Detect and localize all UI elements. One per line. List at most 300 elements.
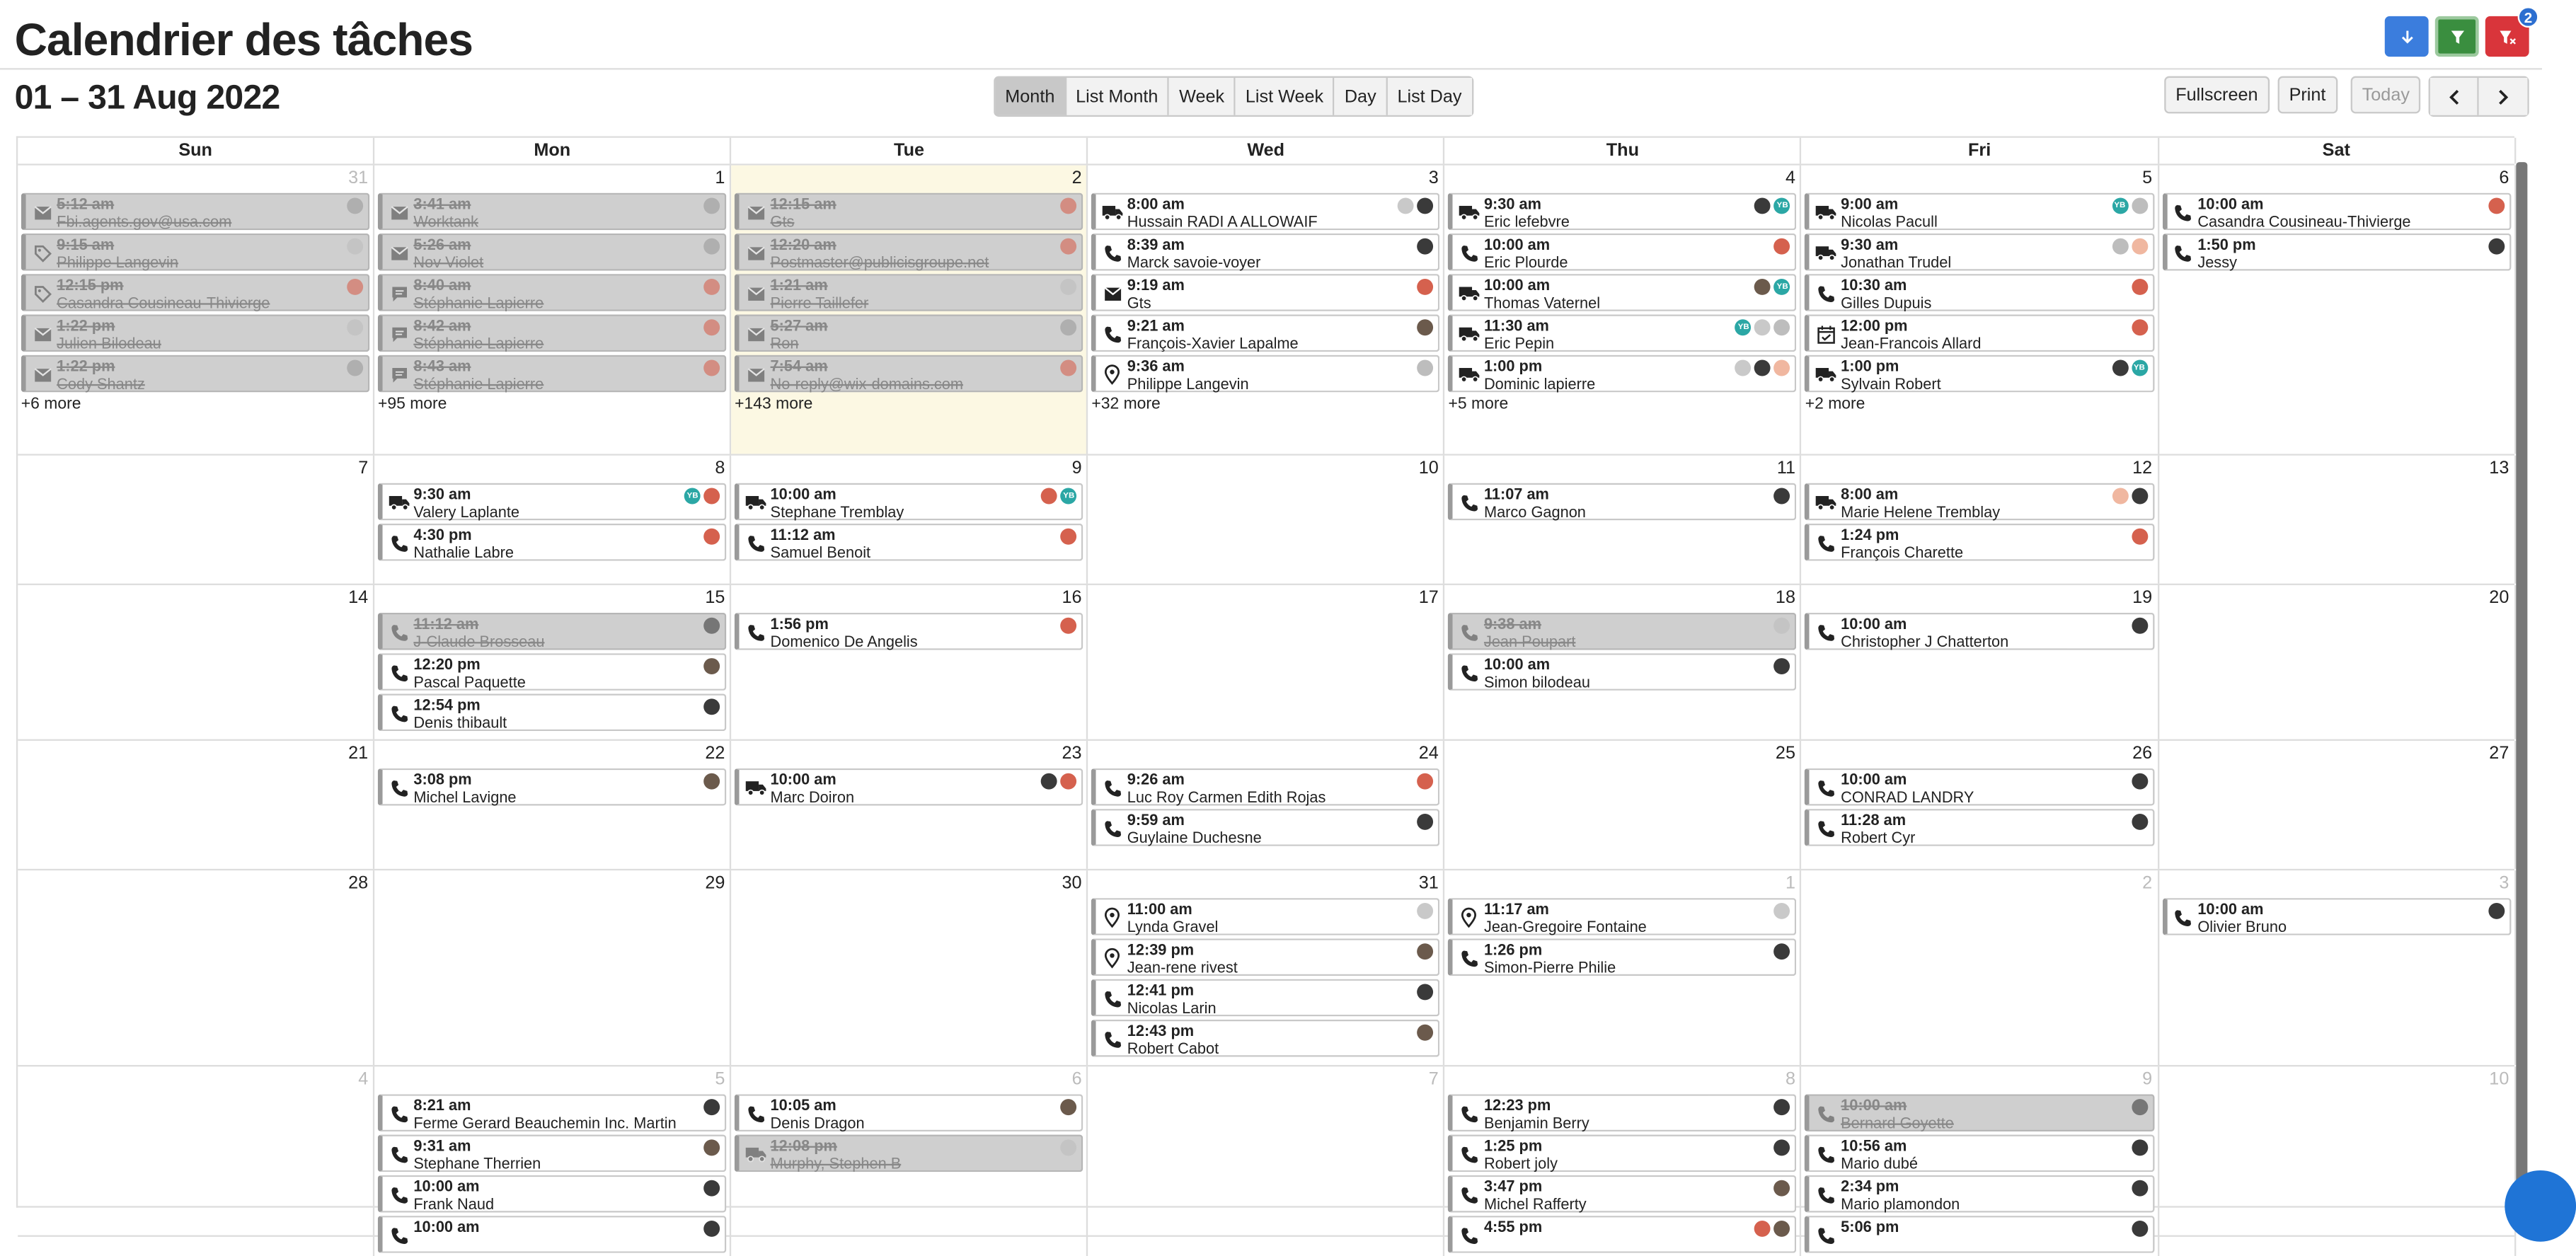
day-number[interactable]: 4 <box>358 1069 369 1090</box>
day-number[interactable]: 1 <box>1785 873 1795 894</box>
avatar: YB <box>1061 488 1077 505</box>
mail-icon <box>746 243 765 263</box>
event-time: 10:05 am <box>770 1097 836 1116</box>
calendar-event[interactable] <box>1449 653 1798 691</box>
day-cell[interactable] <box>18 456 374 584</box>
event-contact: CONRAD LANDRY <box>1841 789 1974 807</box>
calendar-event[interactable] <box>1805 809 2154 846</box>
month-body <box>18 166 2514 1237</box>
phone-icon <box>1817 819 1836 838</box>
day-cell[interactable] <box>1088 741 1445 869</box>
event-contact: Pierre Taillefer <box>770 294 869 313</box>
avatar <box>2488 197 2505 214</box>
day-number[interactable]: 6 <box>2499 168 2509 188</box>
calendar-event[interactable] <box>1449 938 1798 976</box>
view-list-day-button[interactable]: List Day <box>1388 78 1472 115</box>
event-time: 5:06 pm <box>1841 1218 1899 1237</box>
day-cell[interactable] <box>374 166 731 454</box>
event-time: 8:43 am <box>413 358 471 376</box>
day-cell[interactable] <box>1445 585 1802 739</box>
calendar-event[interactable] <box>1805 1216 2154 1253</box>
day-number[interactable]: 3 <box>2499 873 2509 894</box>
avatar <box>347 197 363 214</box>
weekday-header <box>18 138 2514 166</box>
phone-icon <box>389 1104 408 1123</box>
day-cell[interactable] <box>2158 741 2515 869</box>
view-switcher <box>994 76 1473 117</box>
day-number[interactable]: 31 <box>348 168 369 188</box>
calendar-event[interactable] <box>1091 809 1440 846</box>
calendar-event[interactable] <box>378 483 727 521</box>
calendar-event[interactable] <box>21 314 370 352</box>
day-number[interactable]: 12 <box>2132 459 2153 478</box>
day-cell[interactable] <box>374 741 731 869</box>
event-contact: Eric Plourde <box>1483 254 1568 272</box>
phone-icon <box>1817 1104 1836 1123</box>
calendar-week <box>18 585 2514 741</box>
event-time: 10:00 am <box>1483 656 1551 674</box>
calendar-event[interactable] <box>2162 193 2511 231</box>
day-number[interactable]: 4 <box>1785 168 1795 188</box>
day-cell[interactable] <box>1802 456 2158 584</box>
event-time: 9:19 am <box>1127 277 1185 295</box>
phone-icon <box>746 534 765 553</box>
day-number[interactable]: 16 <box>1062 588 1082 609</box>
calendar-event[interactable] <box>1805 234 2154 271</box>
day-cell[interactable] <box>18 1066 374 1256</box>
day-number[interactable]: 1 <box>715 168 725 188</box>
more-events-link[interactable]: +143 more <box>735 395 813 414</box>
page-title: Calendrier des tâches <box>14 14 473 65</box>
phone-icon <box>389 534 408 553</box>
view-week-button[interactable]: Week <box>1169 78 1236 115</box>
calendar-event[interactable] <box>378 1135 727 1173</box>
day-number[interactable]: 31 <box>1418 873 1439 894</box>
day-cell[interactable] <box>1088 456 1445 584</box>
mail-icon <box>1103 284 1122 303</box>
day-number[interactable]: 13 <box>2489 459 2509 478</box>
day-cell[interactable] <box>732 741 1088 869</box>
mail-icon <box>389 243 408 263</box>
event-contact: Mario plamondon <box>1841 1196 1960 1214</box>
phone-icon <box>746 1104 765 1123</box>
event-contact: Worktank <box>413 214 478 232</box>
event-time: 1:00 pm <box>1841 358 1899 376</box>
calendar-event[interactable] <box>2162 234 2511 271</box>
calendar-event[interactable] <box>1805 355 2154 393</box>
calendar-event[interactable] <box>1805 274 2154 311</box>
event-contact: Simon-Pierre Philie <box>1483 960 1616 978</box>
day-cell[interactable] <box>374 870 731 1065</box>
calendar-event[interactable] <box>1449 1216 1798 1253</box>
calendar-event[interactable] <box>1091 234 1440 271</box>
avatar: YB <box>684 488 701 505</box>
calendar-event[interactable] <box>735 355 1083 393</box>
event-contact: Gilles Dupuis <box>1841 294 1932 313</box>
chevron-right-icon <box>2497 88 2509 105</box>
event-time: 1:56 pm <box>770 616 829 634</box>
fullscreen-button[interactable]: Fullscreen <box>2164 76 2269 114</box>
phone-icon <box>1817 1144 1836 1163</box>
day-number[interactable]: 15 <box>705 588 725 609</box>
calendar-event[interactable] <box>378 613 727 650</box>
view-list-month-button[interactable]: List Month <box>1066 78 1169 115</box>
event-contact: Michel Rafferty <box>1483 1196 1587 1214</box>
day-cell[interactable] <box>374 1066 731 1256</box>
event-time: 1:26 pm <box>1483 941 1543 960</box>
calendar-event[interactable] <box>1805 768 2154 806</box>
calendar-week <box>18 870 2514 1066</box>
calendar-event[interactable] <box>735 1135 1083 1173</box>
day-cell[interactable] <box>1802 1066 2158 1256</box>
calendar-event[interactable] <box>735 483 1083 521</box>
event-time: 11:12 am <box>770 526 836 545</box>
calendar-event[interactable] <box>1449 234 1798 271</box>
day-number[interactable]: 29 <box>705 873 725 894</box>
day-number[interactable]: 8 <box>1785 1069 1795 1090</box>
avatar <box>2112 488 2128 505</box>
calendar-event[interactable] <box>2162 898 2511 938</box>
calendar-event[interactable] <box>1805 314 2154 352</box>
clear-filter-button[interactable] <box>2485 9 2533 57</box>
event-time: 12:15 pm <box>57 277 124 295</box>
event-contact: Jean Poupart <box>1483 633 1576 652</box>
day-number[interactable]: 26 <box>2132 744 2153 764</box>
day-number[interactable]: 2 <box>1071 168 1082 188</box>
event-contact: Stéphanie Lapierre <box>413 335 544 354</box>
calendar-event[interactable] <box>1449 898 1798 938</box>
calendar-event[interactable] <box>1091 979 1440 1017</box>
calendar-event[interactable] <box>378 768 727 806</box>
phone-icon <box>1460 243 1479 263</box>
calendar-week <box>18 456 2514 585</box>
event-time: 12:54 pm <box>413 697 481 715</box>
day-number[interactable]: 20 <box>2489 588 2509 609</box>
calendar-event[interactable] <box>735 314 1083 352</box>
day-cell[interactable] <box>2158 1066 2515 1256</box>
calendar-event[interactable] <box>1091 274 1440 311</box>
event-contact: Michel Lavigne <box>413 789 517 807</box>
event-time: 9:00 am <box>1841 196 1899 214</box>
day-number[interactable]: 11 <box>1776 459 1795 478</box>
event-contact: Jean-rene rivest <box>1127 960 1238 978</box>
calendar-event[interactable] <box>735 234 1083 271</box>
event-time: 1:00 pm <box>1483 358 1543 376</box>
scrollbar[interactable] <box>2516 162 2527 1199</box>
view-month-button[interactable]: Month <box>996 78 1066 115</box>
truck-icon <box>1817 492 1836 512</box>
calendar-event[interactable] <box>1091 314 1440 352</box>
day-number[interactable]: 23 <box>1062 744 1082 764</box>
calendar-event[interactable] <box>735 768 1083 806</box>
event-time: 11:07 am <box>1483 486 1549 505</box>
day-cell[interactable] <box>732 585 1088 739</box>
day-number[interactable]: 17 <box>1418 588 1439 609</box>
day-number[interactable]: 19 <box>2132 588 2153 609</box>
day-cell[interactable] <box>1445 166 1802 454</box>
phone-icon <box>1460 1185 1479 1204</box>
event-time: 3:41 am <box>413 196 471 214</box>
event-time: 9:31 am <box>413 1138 471 1156</box>
calendar-event[interactable] <box>1449 274 1798 311</box>
event-contact: Murphy, Stephen B <box>770 1156 902 1174</box>
mail-icon <box>33 202 52 221</box>
day-number[interactable]: 6 <box>1071 1069 1082 1090</box>
event-time: 9:30 am <box>1483 196 1542 214</box>
event-contact: Gts <box>770 214 795 232</box>
calendar-event[interactable] <box>378 234 727 271</box>
more-events-link[interactable]: +2 more <box>1805 395 1865 414</box>
calendar-event[interactable] <box>378 653 727 691</box>
event-contact: Gts <box>1127 294 1151 313</box>
mail-icon <box>389 202 408 221</box>
calendar-event[interactable] <box>1449 314 1798 352</box>
calendar-event[interactable] <box>378 1175 727 1213</box>
calendar-event[interactable] <box>378 1094 727 1134</box>
day-cell[interactable] <box>1445 1066 1802 1256</box>
calendar-event[interactable] <box>378 693 727 731</box>
download-button[interactable] <box>2385 16 2429 57</box>
day-number[interactable]: 24 <box>1418 744 1439 764</box>
calendar-event[interactable] <box>21 355 370 393</box>
calendar-event[interactable] <box>1449 1135 1798 1173</box>
event-time: 12:41 pm <box>1127 982 1195 1001</box>
day-number[interactable]: 7 <box>1428 1069 1439 1090</box>
event-contact: Olivier Bruno <box>2197 918 2287 938</box>
truck-icon <box>746 1144 765 1163</box>
day-number[interactable]: 27 <box>2489 744 2509 764</box>
day-cell[interactable] <box>374 585 731 739</box>
calendar-week <box>18 166 2514 456</box>
event-contact: Guylaine Duchesne <box>1127 829 1262 848</box>
day-cell[interactable] <box>1088 1066 1445 1256</box>
day-cell[interactable] <box>1802 585 2158 739</box>
tag-icon <box>33 243 52 263</box>
phone-icon <box>1460 1104 1479 1123</box>
calendar-event[interactable] <box>1091 768 1440 806</box>
calendar-event[interactable] <box>378 193 727 231</box>
day-number[interactable]: 8 <box>715 459 725 478</box>
day-cell[interactable] <box>732 166 1088 454</box>
view-list-week-button[interactable]: List Week <box>1236 78 1335 115</box>
phone-icon <box>1817 1226 1836 1245</box>
calendar-event[interactable] <box>1091 355 1440 393</box>
calendar-event[interactable] <box>1449 613 1798 650</box>
day-number[interactable]: 7 <box>358 459 369 478</box>
event-time: 4:55 pm <box>1483 1218 1543 1237</box>
avatar <box>2131 529 2147 545</box>
today-button[interactable]: Today <box>2351 76 2421 114</box>
calendar-event[interactable] <box>378 355 727 393</box>
event-contact: Stephane Therrien <box>413 1156 541 1174</box>
truck-icon <box>1460 364 1479 384</box>
event-time: 7:54 am <box>770 358 828 376</box>
more-events-link[interactable]: +5 more <box>1448 395 1509 414</box>
day-number[interactable]: 10 <box>1418 459 1439 478</box>
day-number[interactable]: 28 <box>348 873 369 894</box>
day-cell[interactable] <box>732 456 1088 584</box>
event-time: 10:00 am <box>1483 277 1551 295</box>
calendar-event[interactable] <box>1805 1135 2154 1173</box>
day-cell[interactable] <box>18 166 374 454</box>
calendar-event[interactable] <box>1449 1094 1798 1134</box>
event-contact: François-Xavier Lapalme <box>1127 335 1299 354</box>
avatar <box>2131 1180 2147 1197</box>
day-number[interactable]: 5 <box>715 1069 725 1090</box>
pin-icon <box>1103 948 1122 967</box>
event-time: 10:00 am <box>413 1218 480 1237</box>
avatar <box>2488 903 2505 919</box>
avatar <box>347 360 363 376</box>
day-cell[interactable] <box>18 870 374 1065</box>
more-events-link[interactable]: +32 more <box>1091 395 1161 414</box>
avatar <box>2131 814 2147 830</box>
calendar-event[interactable] <box>1449 193 1798 231</box>
calendar-event[interactable] <box>1449 1175 1798 1213</box>
day-cell[interactable] <box>18 741 374 869</box>
calendar-event[interactable] <box>1805 1094 2154 1134</box>
calendar-event[interactable] <box>1449 483 1798 521</box>
next-month-button[interactable] <box>2479 78 2528 115</box>
event-contact: Denis Dragon <box>770 1115 865 1134</box>
calendar-event[interactable] <box>1091 1020 1440 1057</box>
event-time: 5:12 am <box>57 196 115 214</box>
event-contact: Robert joly <box>1483 1156 1558 1174</box>
calendar-event[interactable] <box>1805 613 2154 650</box>
day-cell[interactable] <box>2158 585 2515 739</box>
day-cell[interactable] <box>374 456 731 584</box>
day-cell[interactable] <box>2158 870 2515 1065</box>
avatar: YB <box>2112 197 2128 214</box>
truck-icon <box>1817 243 1836 263</box>
event-contact: Eric lefebvre <box>1483 214 1570 232</box>
calendar-event[interactable] <box>1805 193 2154 231</box>
calendar-event[interactable] <box>735 524 1083 561</box>
day-cell[interactable] <box>1088 585 1445 739</box>
calendar-event[interactable] <box>1449 355 1798 393</box>
event-contact: Hussain RADI A ALLOWAIF <box>1127 214 1318 232</box>
chat-widget-button[interactable] <box>2505 1170 2576 1242</box>
day-cell[interactable] <box>732 870 1088 1065</box>
calendar-event[interactable] <box>1805 483 2154 521</box>
event-time: 12:15 am <box>770 196 836 214</box>
event-contact: Ron <box>770 335 799 354</box>
day-cell[interactable] <box>1445 870 1802 1065</box>
calendar-event[interactable] <box>378 314 727 352</box>
calendar-event[interactable] <box>1805 524 2154 561</box>
event-time: 12:23 pm <box>1483 1097 1551 1116</box>
event-contact: Samuel Benoit <box>770 544 871 563</box>
day-cell[interactable] <box>1802 166 2158 454</box>
calendar-icon <box>1817 324 1836 343</box>
calendar-event[interactable] <box>735 193 1083 231</box>
day-number[interactable]: 9 <box>1071 459 1082 478</box>
event-time: 1:25 pm <box>1483 1138 1543 1156</box>
calendar-event[interactable] <box>21 193 370 231</box>
day-number[interactable]: 30 <box>1062 873 1082 894</box>
day-cell[interactable] <box>1802 741 2158 869</box>
weekday-thu: Thu <box>1445 138 1802 164</box>
day-number[interactable]: 22 <box>705 744 725 764</box>
weekday-mon: Mon <box>374 138 731 164</box>
day-cell[interactable] <box>1445 741 1802 869</box>
calendar-event[interactable] <box>1805 1175 2154 1213</box>
calendar-event[interactable] <box>1091 938 1440 976</box>
day-number[interactable]: 10 <box>2489 1069 2509 1090</box>
event-contact: Dominic lapierre <box>1483 376 1596 394</box>
day-cell[interactable] <box>732 1066 1088 1256</box>
phone-icon <box>389 1144 408 1163</box>
event-contact: Fbi.agents.gov@usa.com <box>57 214 232 232</box>
day-number[interactable]: 5 <box>2142 168 2153 188</box>
truck-icon <box>1460 324 1479 343</box>
day-cell[interactable] <box>18 585 374 739</box>
event-time: 8:00 am <box>1841 486 1899 505</box>
print-wrap <box>2278 76 2338 114</box>
event-contact: Marc Doiron <box>770 789 855 807</box>
event-contact: Jean-Gregoire Fontaine <box>1483 918 1647 938</box>
more-events-link[interactable]: +95 more <box>377 395 447 414</box>
calendar-event[interactable] <box>378 1216 727 1253</box>
day-number[interactable]: 21 <box>348 744 369 764</box>
arrow-down-icon <box>2398 28 2415 45</box>
mail-icon <box>746 284 765 303</box>
day-cell[interactable] <box>1445 456 1802 584</box>
calendar-event[interactable] <box>735 1094 1083 1134</box>
calendar-event[interactable] <box>1091 193 1440 231</box>
print-button[interactable]: Print <box>2278 76 2338 114</box>
prev-month-button[interactable] <box>2430 78 2479 115</box>
calendar-event[interactable] <box>1091 898 1440 938</box>
day-cell[interactable] <box>1088 870 1445 1065</box>
event-time: 10:00 am <box>1841 616 1907 634</box>
event-contact: Jean-Francois Allard <box>1841 335 1982 354</box>
event-time: 9:36 am <box>1127 358 1185 376</box>
event-time: 12:00 pm <box>1841 317 1908 336</box>
calendar-event[interactable] <box>21 234 370 271</box>
event-contact: No-reply@wix-domains.com <box>770 376 963 394</box>
day-number[interactable]: 25 <box>1775 744 1795 764</box>
more-events-link[interactable]: +6 more <box>21 395 81 414</box>
calendar-event[interactable] <box>378 274 727 311</box>
calendar-event[interactable] <box>378 524 727 561</box>
filter-button[interactable] <box>2435 16 2479 57</box>
day-number[interactable]: 14 <box>348 588 369 609</box>
event-time: 10:00 am <box>1841 1097 1907 1116</box>
event-time: 8:00 am <box>1127 196 1185 214</box>
day-number[interactable]: 2 <box>2142 873 2153 894</box>
day-cell[interactable] <box>2158 456 2515 584</box>
phone-icon <box>389 1185 408 1204</box>
event-contact: Mario dubé <box>1841 1156 1919 1174</box>
day-number[interactable]: 9 <box>2142 1069 2153 1090</box>
phone-icon <box>1103 819 1122 838</box>
event-contact: Christopher J Chatterton <box>1841 633 2009 652</box>
event-contact: Sylvain Robert <box>1841 376 1941 394</box>
phone-icon <box>389 623 408 642</box>
day-number[interactable]: 18 <box>1775 588 1795 609</box>
avatar <box>2112 238 2128 255</box>
view-day-button[interactable]: Day <box>1335 78 1388 115</box>
day-cell[interactable] <box>1088 166 1445 454</box>
day-number[interactable]: 3 <box>1428 168 1439 188</box>
calendar-event[interactable] <box>735 274 1083 311</box>
calendar-event[interactable] <box>21 274 370 311</box>
phone-icon <box>2173 202 2192 221</box>
calendar-event[interactable] <box>735 613 1083 650</box>
day-cell[interactable] <box>1802 870 2158 1065</box>
day-cell[interactable] <box>2158 166 2515 454</box>
